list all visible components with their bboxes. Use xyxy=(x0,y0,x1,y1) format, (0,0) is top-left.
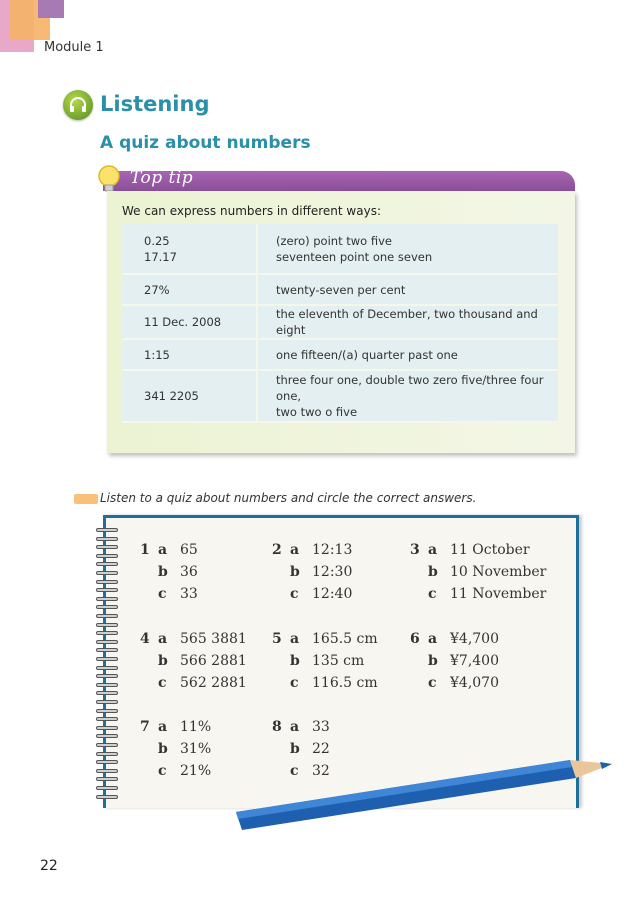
answer-option[interactable]: 12:40 xyxy=(312,586,353,602)
question-number: 2 xyxy=(272,542,282,558)
table-row xyxy=(122,305,558,339)
answer-option[interactable]: 12:13 xyxy=(312,542,353,558)
spiral-ring xyxy=(96,562,118,566)
spiral-ring xyxy=(96,631,118,635)
corner-decoration-purple xyxy=(38,0,64,18)
option-letter: b xyxy=(158,741,168,757)
answer-option[interactable]: 165.5 cm xyxy=(312,631,378,647)
question-number: 7 xyxy=(140,719,150,735)
spiral-ring xyxy=(96,537,118,541)
spiral-ring xyxy=(96,554,118,558)
table-row xyxy=(122,224,558,274)
answer-option[interactable]: 116.5 cm xyxy=(312,675,378,691)
spiral-ring xyxy=(96,588,118,592)
option-letter: a xyxy=(158,631,168,647)
question-number: 3 xyxy=(410,542,420,558)
page-number: 22 xyxy=(40,858,58,874)
spiral-ring xyxy=(96,691,118,695)
option-letter: b xyxy=(290,741,300,757)
option-letter: b xyxy=(290,653,300,669)
answer-option[interactable]: 11 October xyxy=(450,542,530,558)
option-letter: c xyxy=(290,763,299,779)
spiral-ring xyxy=(96,580,118,584)
instruction-marker xyxy=(74,494,98,504)
question-number: 5 xyxy=(272,631,282,647)
spiral-ring xyxy=(96,605,118,609)
spiral-ring xyxy=(96,760,118,764)
spiral-ring xyxy=(96,674,118,678)
answer-option[interactable]: 11 November xyxy=(450,586,547,602)
question-number: 1 xyxy=(140,542,150,558)
numeric-value: 1:15 xyxy=(122,339,257,370)
option-letter: b xyxy=(428,564,438,580)
spiral-ring xyxy=(96,709,118,713)
option-letter: b xyxy=(290,564,300,580)
word-expression: the eleventh of December, two thousand and eight xyxy=(257,305,558,339)
question-number: 6 xyxy=(410,631,420,647)
table-row xyxy=(122,370,558,422)
spiral-ring xyxy=(96,743,118,747)
word-expression: twenty-seven per cent xyxy=(257,274,558,305)
option-letter: a xyxy=(290,542,300,558)
top-tip-title: Top tip xyxy=(130,168,194,188)
answer-option[interactable]: 65 xyxy=(180,542,198,558)
option-letter: c xyxy=(428,675,437,691)
answer-option[interactable]: ¥7,400 xyxy=(450,653,499,669)
option-letter: c xyxy=(290,586,299,602)
spiral-ring xyxy=(96,734,118,738)
answer-option[interactable]: 32 xyxy=(312,763,330,779)
option-letter: b xyxy=(158,564,168,580)
number-expressions-table xyxy=(122,224,558,423)
answer-option[interactable]: 22 xyxy=(312,741,330,757)
spiral-ring xyxy=(96,528,118,532)
answer-option[interactable]: 10 November xyxy=(450,564,547,580)
spiral-ring xyxy=(96,752,118,756)
numeric-value: 0.25 xyxy=(144,233,170,248)
answer-option[interactable]: 21% xyxy=(180,763,212,779)
lightbulb-icon xyxy=(96,164,122,194)
spiral-ring xyxy=(96,683,118,687)
answer-option[interactable]: 12:30 xyxy=(312,564,353,580)
option-letter: c xyxy=(158,586,167,602)
word-expression: seventeen point one seven xyxy=(276,249,433,264)
spiral-ring xyxy=(96,545,118,549)
spiral-ring xyxy=(96,571,118,575)
option-letter: a xyxy=(158,719,168,735)
option-letter: a xyxy=(290,719,300,735)
spiral-ring xyxy=(96,795,118,799)
spiral-ring xyxy=(96,777,118,781)
question-number: 8 xyxy=(272,719,282,735)
spiral-ring xyxy=(96,614,118,618)
pencil-icon xyxy=(230,742,640,832)
section-heading: Listening xyxy=(100,92,210,116)
answer-option[interactable]: 33 xyxy=(312,719,330,735)
module-label: Module 1 xyxy=(44,40,104,55)
answer-option[interactable]: 36 xyxy=(180,564,198,580)
numeric-value: 11 Dec. 2008 xyxy=(122,305,257,339)
option-letter: a xyxy=(428,542,438,558)
headphones-icon xyxy=(63,90,93,120)
spiral-ring xyxy=(96,666,118,670)
word-expression: three four one, double two zero five/three four one, xyxy=(276,373,544,403)
question-number: 4 xyxy=(140,631,150,647)
spiral-ring xyxy=(96,786,118,790)
notebook-spiral xyxy=(96,528,118,808)
word-expression: (zero) point two five xyxy=(276,233,392,248)
spiral-ring xyxy=(96,700,118,704)
spiral-ring xyxy=(96,726,118,730)
spiral-ring xyxy=(96,640,118,644)
option-letter: c xyxy=(158,675,167,691)
top-tip-intro: We can express numbers in different ways: xyxy=(122,204,381,218)
spiral-ring xyxy=(96,623,118,627)
option-letter: c xyxy=(428,586,437,602)
option-letter: a xyxy=(428,631,438,647)
option-letter: a xyxy=(290,631,300,647)
answer-option[interactable]: 31% xyxy=(180,741,212,757)
numeric-value: 27% xyxy=(122,274,257,305)
numeric-value: 17.17 xyxy=(144,249,177,264)
spiral-ring xyxy=(96,648,118,652)
answer-option[interactable]: 566 2881 xyxy=(180,653,247,669)
numeric-value: 341 2205 xyxy=(122,370,257,422)
section-subheading: A quiz about numbers xyxy=(100,133,311,153)
table-row xyxy=(122,339,558,370)
answer-option[interactable]: 565 3881 xyxy=(180,631,247,647)
option-letter: c xyxy=(290,675,299,691)
activity-instruction: Listen to a quiz about numbers and circle the correct answers. xyxy=(100,491,477,505)
spiral-ring xyxy=(96,769,118,773)
answer-option[interactable]: 33 xyxy=(180,586,198,602)
spiral-ring xyxy=(96,597,118,601)
option-letter: a xyxy=(158,542,168,558)
word-expression: two two o five xyxy=(276,405,358,419)
word-expression: one fifteen/(a) quarter past one xyxy=(257,339,558,370)
answer-option[interactable]: 135 cm xyxy=(312,653,365,669)
spiral-ring xyxy=(96,657,118,661)
option-letter: b xyxy=(158,653,168,669)
answer-option[interactable]: 562 2881 xyxy=(180,675,247,691)
answer-option[interactable]: 11% xyxy=(180,719,212,735)
spiral-ring xyxy=(96,717,118,721)
option-letter: b xyxy=(428,653,438,669)
answer-option[interactable]: ¥4,700 xyxy=(450,631,499,647)
table-row xyxy=(122,274,558,305)
option-letter: c xyxy=(158,763,167,779)
answer-option[interactable]: ¥4,070 xyxy=(450,675,499,691)
